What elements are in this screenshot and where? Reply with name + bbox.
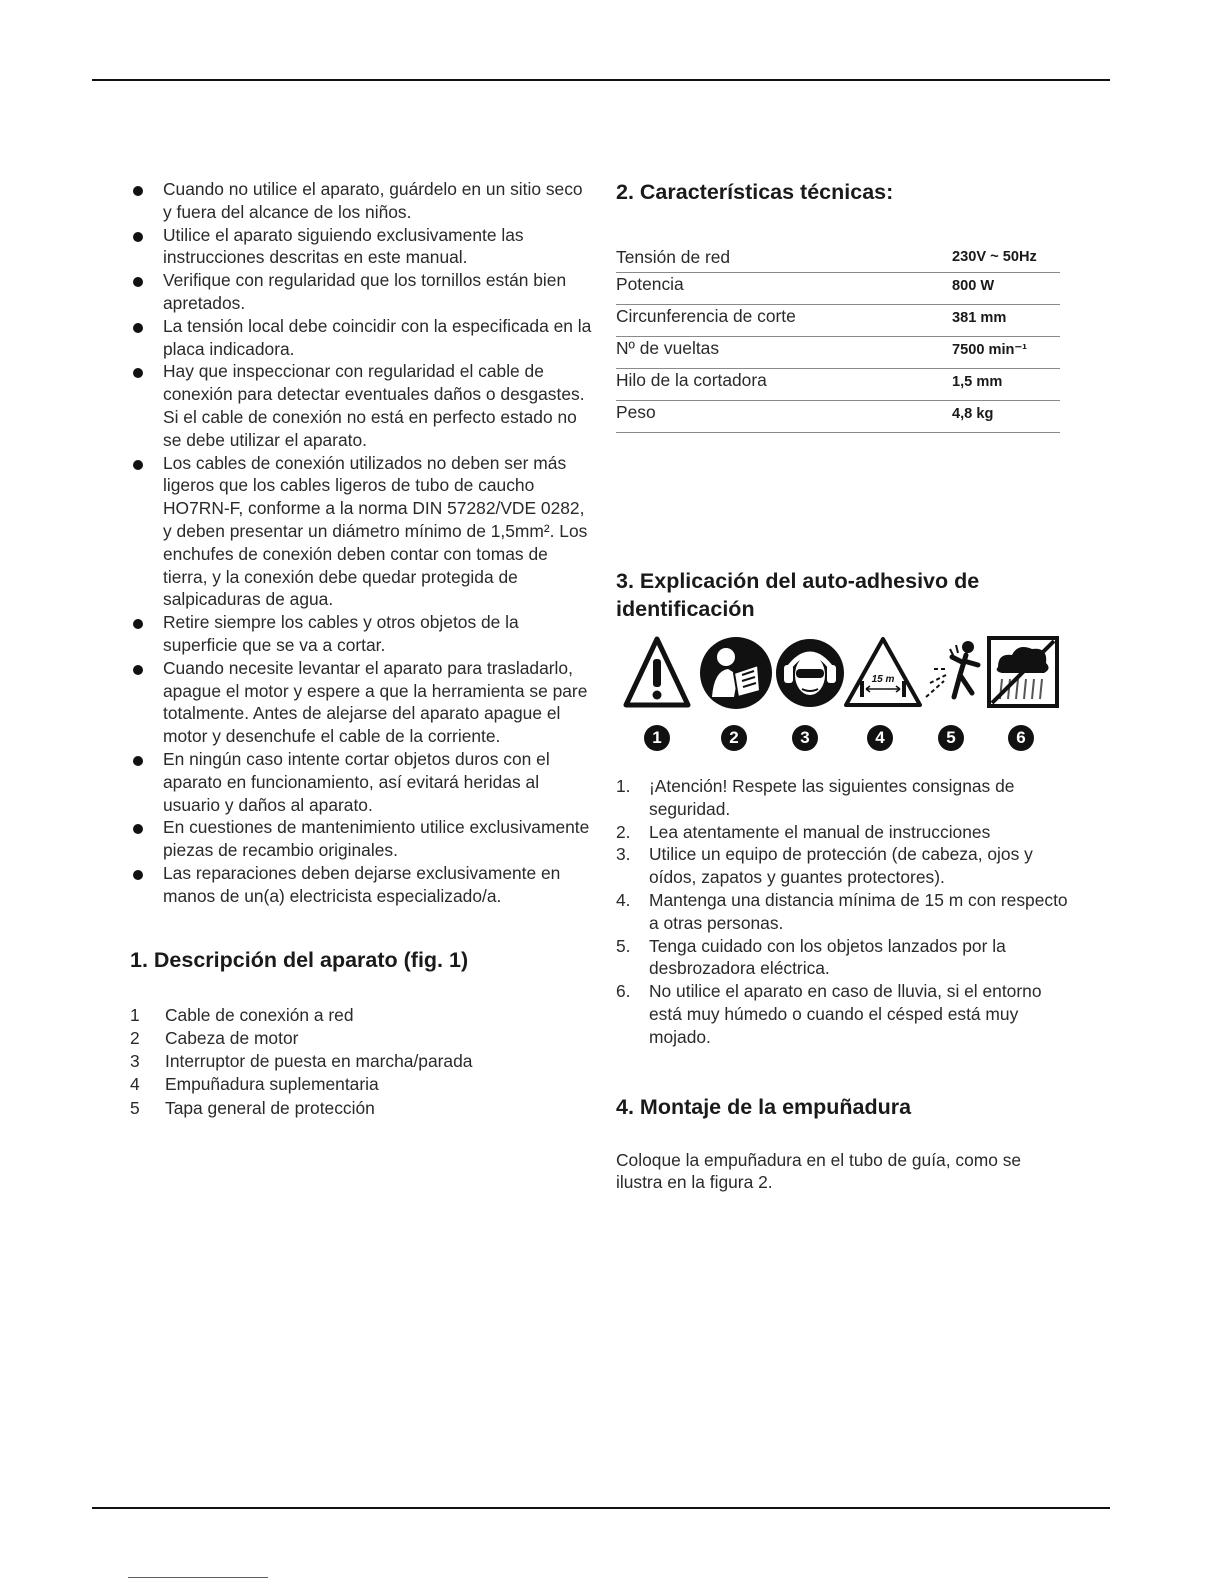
table-row (616, 246, 1060, 273)
list-item (616, 935, 1068, 981)
item-number: 2. (616, 821, 631, 842)
protective-equipment-icon (774, 635, 846, 711)
spec-label: Circunferencia de corte (616, 305, 952, 337)
table-row (616, 273, 1060, 305)
part-number: 2 (130, 1027, 140, 1048)
read-manual-icon (698, 635, 774, 711)
list-item (130, 1027, 592, 1050)
list-item: Las reparaciones deben dejarse exclusivamente en manos de un(a) electricista especializado/a. (130, 862, 592, 908)
list-item: En ningún caso intente cortar objetos duros con el aparato en funcionamiento, así evitará heridas al usuario y daños al aparato. (130, 748, 592, 816)
list-item (616, 821, 1068, 844)
section-1-title: 1. Descripción del aparato (fig. 1) (130, 947, 469, 972)
list-item: En cuestiones de mantenimiento utilice exclusivamente piezas de recambio originales. (130, 816, 592, 862)
table-row (616, 369, 1060, 401)
spec-label: Potencia (616, 273, 952, 305)
symbol-explanation-list (616, 775, 1068, 1049)
header-rule (92, 79, 1110, 81)
part-number: 5 (130, 1097, 140, 1118)
symbol-number-badge: 2 (721, 725, 747, 751)
symbol-number-badge: 5 (938, 725, 964, 751)
part-label: Empuñadura suplementaria (165, 1074, 379, 1095)
list-item (616, 775, 1068, 821)
warning-triangle-icon (622, 635, 692, 711)
distance-15m-icon (842, 635, 924, 711)
list-item: Los cables de conexión utilizados no deben ser más ligeros que los cables ligeros de tubo de caucho HO7RN-F, conforme a la norma DIN 57282/VDE 0282, y deben presentar un diámetro mínimo de 1,5mm². Los enchufes de conexión deben contar con tomas de tierra, y la conexión debe quedar protegida de salpicaduras de agua. (130, 452, 592, 612)
footer-link-underline (128, 1577, 268, 1578)
list-item: Retire siempre los cables y otros objetos de la superficie que se va a cortar. (130, 611, 592, 657)
item-text: No utilice el aparato en caso de lluvia, si el entorno está muy húmedo o cuando el césped está muy mojado. (649, 981, 1042, 1047)
list-item (130, 1073, 592, 1096)
spec-label: Tensión de red (616, 246, 952, 273)
list-item: Cuando no utilice el aparato, guárdelo en un sitio seco y fuera del alcance de los niños. (130, 178, 592, 224)
list-item: La tensión local debe coincidir con la especificada en la placa indicadora. (130, 315, 592, 361)
spec-label: Hilo de la cortadora (616, 369, 952, 401)
list-item (130, 1050, 592, 1073)
distance-sign-text: 15 m (871, 674, 895, 685)
list-item (616, 889, 1068, 935)
left-column (130, 178, 592, 1120)
spec-table (616, 246, 1060, 433)
list-item: Hay que inspeccionar con regularidad el cable de conexión para detectar eventuales daños o desgastes. Si el cable de conexión no está en perfecto estado no se debe utilizar el aparato. (130, 360, 592, 451)
thrown-objects-icon (920, 635, 992, 711)
part-number: 4 (130, 1074, 140, 1095)
item-number: 4. (616, 889, 631, 910)
spec-value: 1,5 mm (952, 369, 1060, 401)
spec-value: 381 mm (952, 305, 1060, 337)
list-item: Utilice el aparato siguiendo exclusivamente las instrucciones descritas en este manual. (130, 224, 592, 270)
item-text: Mantenga una distancia mínima de 15 m con respecto a otras personas. (649, 889, 1068, 933)
item-number: 3. (616, 844, 631, 865)
right-column (616, 178, 1068, 1194)
symbol-number-badge: 6 (1008, 725, 1034, 751)
section-3-title: 3. Explicación del auto-adhesivo de identificación (616, 569, 980, 621)
list-item (616, 980, 1068, 1048)
item-text: ¡Atención! Respete las siguientes consignas de seguridad. (649, 776, 1015, 819)
spec-value: 230V ~ 50Hz (952, 246, 1060, 273)
symbol-number-badge: 4 (867, 725, 893, 751)
table-row (616, 305, 1060, 337)
item-text: Tenga cuidado con los objetos lanzados por la desbrozadora eléctrica. (649, 935, 1006, 979)
spec-value: 4,8 kg (952, 401, 1060, 433)
spec-label: Peso (616, 401, 952, 433)
section-4-title: 4. Montaje de la empuñadura (616, 1094, 912, 1119)
table-row (616, 337, 1060, 369)
item-text: Utilice un equipo de protección (de cabeza, ojos y oídos, zapatos y guantes protectores). (649, 844, 1033, 888)
list-item (130, 1004, 592, 1027)
part-label: Cabeza de motor (165, 1027, 299, 1048)
item-number: 1. (616, 776, 631, 796)
safety-bullet-list (130, 178, 592, 908)
item-number: 5. (616, 935, 631, 956)
spec-value: 7500 min⁻¹ (952, 337, 1060, 369)
table-row (616, 401, 1060, 433)
no-rain-icon (986, 635, 1060, 711)
part-label: Cable de conexión a red (165, 1004, 354, 1025)
parts-list (130, 1004, 592, 1120)
section-2-title: 2. Características técnicas: (616, 180, 894, 204)
footer-rule (92, 1507, 1110, 1509)
part-label: Interruptor de puesta en marcha/parada (165, 1051, 473, 1072)
item-number: 6. (616, 981, 631, 1002)
part-label: Tapa general de protección (165, 1097, 375, 1118)
mounting-paragraph: Coloque la empuñadura en el tubo de guía, como se ilustra en la figura 2. (616, 1149, 1022, 1193)
symbol-number-badge: 3 (792, 725, 818, 751)
list-item (130, 1097, 592, 1120)
safety-symbols-strip (616, 635, 1060, 753)
part-number: 3 (130, 1051, 140, 1072)
part-number: 1 (130, 1004, 140, 1025)
symbol-number-badge: 1 (644, 725, 670, 751)
list-item: Verifique con regularidad que los tornillos están bien apretados. (130, 269, 592, 315)
list-item (616, 843, 1068, 889)
spec-label: Nº de vueltas (616, 337, 952, 369)
list-item: Cuando necesite levantar el aparato para trasladarlo, apague el motor y espere a que la herramienta se pare totalmente. Antes de alejarse del aparato apague el motor y desenchufe el cable de la corriente. (130, 657, 592, 748)
spec-value: 800 W (952, 273, 1060, 305)
item-text: Lea atentamente el manual de instrucciones (649, 821, 991, 842)
